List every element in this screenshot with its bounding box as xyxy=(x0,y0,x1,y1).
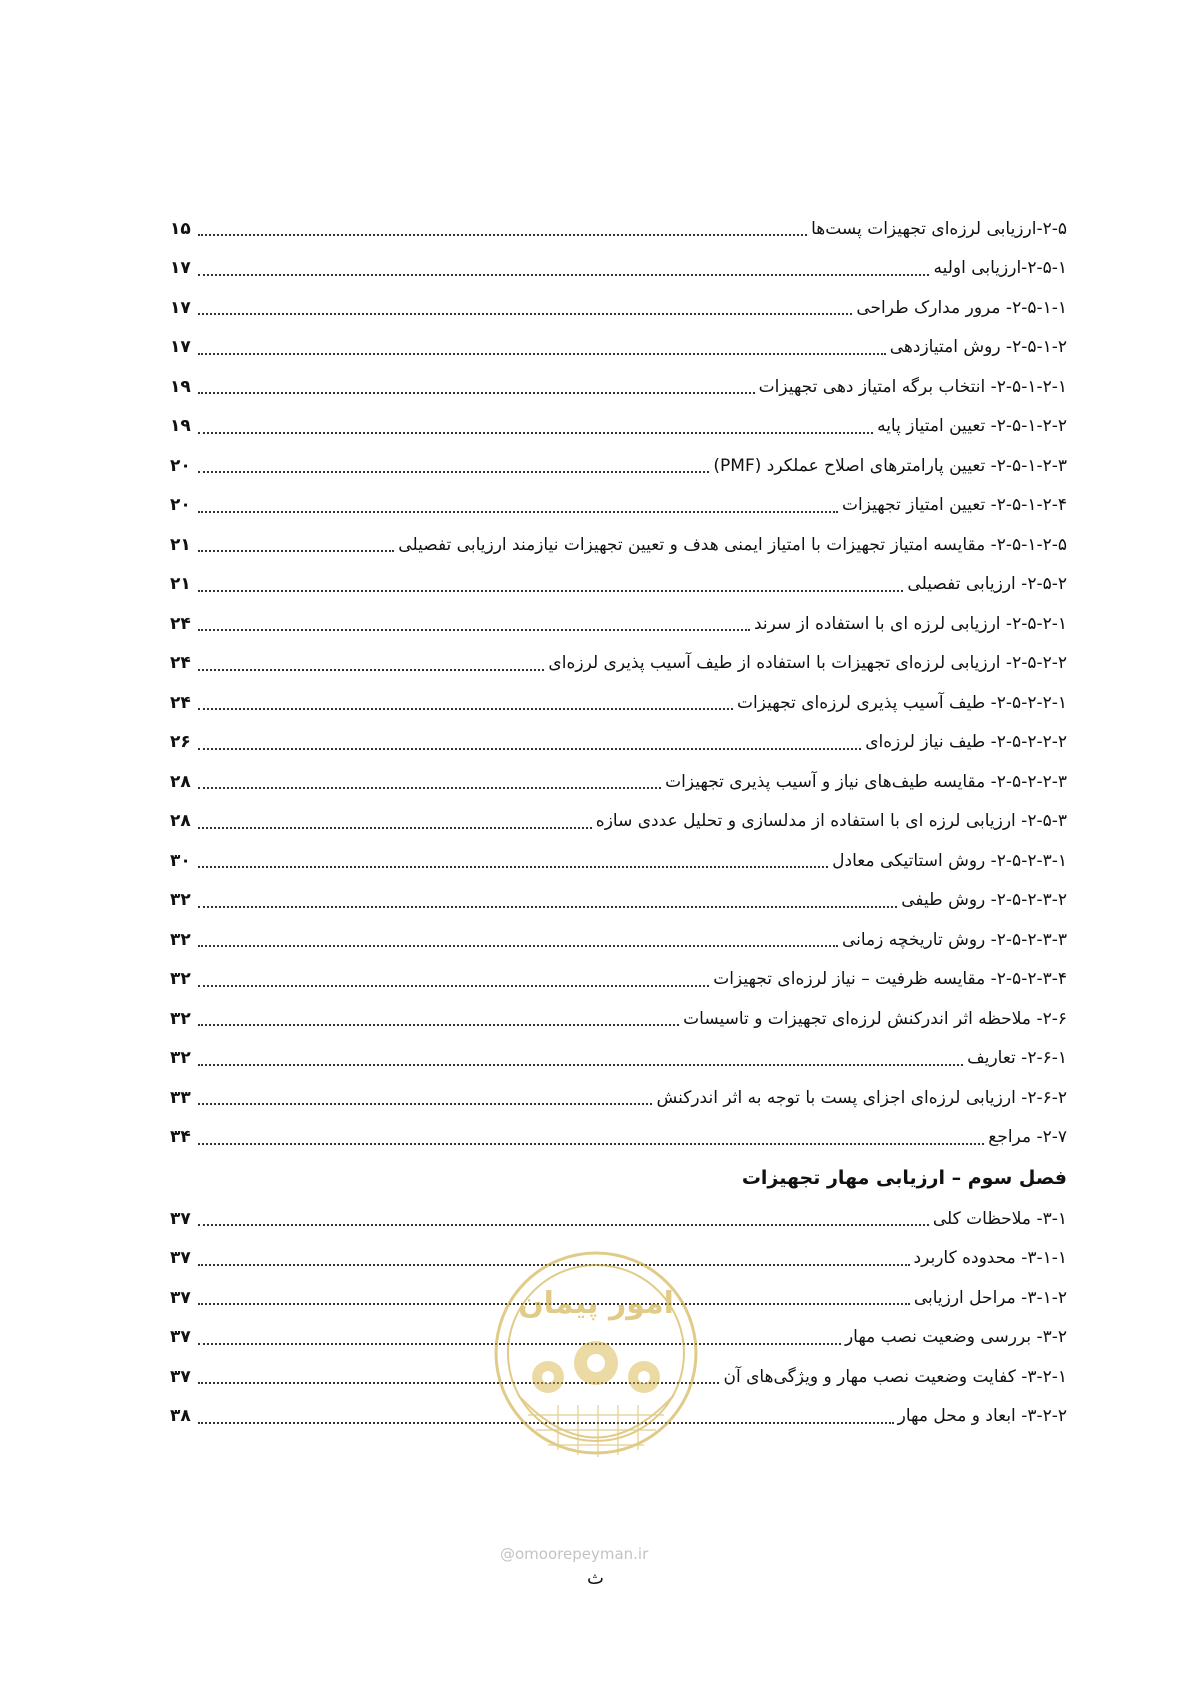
toc-entry-title: ۲-۵-۱-۲-۲- تعیین امتیاز پایه xyxy=(877,416,1067,437)
dot-leader xyxy=(198,589,903,592)
toc-entry-page-number: ۱۹ xyxy=(170,376,191,397)
toc-entry[interactable] xyxy=(170,960,1067,1000)
toc-entry[interactable] xyxy=(170,288,1067,328)
toc-entry-title: ۲-۶-۱- تعاریف xyxy=(967,1048,1067,1069)
toc-entry-page-number: ۳۳ xyxy=(170,1087,191,1108)
toc-entry-page-number: ۳۲ xyxy=(170,929,191,950)
toc-entry-title: ۳-۱-۲- مراحل ارزیابی xyxy=(913,1287,1067,1308)
page-number: ث xyxy=(587,1568,604,1589)
watermark-brand-text: امور پیمان xyxy=(518,1286,674,1321)
toc-entry-page-number: ۳۰ xyxy=(170,850,191,871)
toc-entry-title: ۲-۵-۲-۲-۱- طیف آسیب پذیری لرزه‌ای تجهیزات xyxy=(737,692,1067,713)
dot-leader xyxy=(198,1102,652,1105)
dot-leader xyxy=(198,273,929,276)
toc-entry-page-number: ۳۷ xyxy=(170,1287,191,1308)
toc-entry-title: ۲-۵-۱-۱- مرور مدارک طراحی xyxy=(856,297,1067,318)
toc-entry-page-number: ۳۷ xyxy=(170,1366,191,1387)
toc-entry-title: ۳-۲-۱- کفایت وضعیت نصب مهار و ویژگی‌های آن xyxy=(723,1366,1067,1387)
toc-entry-title: ۲-۵-۲- ارزیابی تفصیلی xyxy=(907,574,1067,595)
toc-entry-title: ۲-۵-۲-۳-۲- روش طیفی xyxy=(901,890,1067,911)
toc-entry[interactable] xyxy=(170,683,1067,723)
toc-entry[interactable] xyxy=(170,841,1067,881)
toc-entry[interactable] xyxy=(170,723,1067,763)
toc-entry-title: ۲-۵-۳- ارزیابی لرزه ای با استفاده از مدلسازی و تحلیل عددی سازه xyxy=(595,811,1067,832)
toc-entry-page-number: ۲۸ xyxy=(170,811,191,832)
toc-entry-title: ۲-۵-۱-۲- روش امتیازدهی xyxy=(889,337,1067,358)
toc-entry[interactable] xyxy=(170,644,1067,684)
toc-entry-title: ۲-۵-۲-۳-۳- روش تاریخچه زمانی xyxy=(841,929,1067,950)
toc-entry-page-number: ۲۰ xyxy=(170,495,191,516)
toc-entry[interactable] xyxy=(170,1039,1067,1079)
toc-entry[interactable] xyxy=(170,367,1067,407)
dot-leader xyxy=(198,1063,963,1066)
dot-leader xyxy=(198,391,755,394)
toc-entry[interactable] xyxy=(170,565,1067,605)
toc-entry[interactable] xyxy=(170,762,1067,802)
toc-entry-title: ۳-۱- ملاحظات کلی xyxy=(932,1208,1067,1229)
toc-entry-page-number: ۲۸ xyxy=(170,771,191,792)
toc-entry-title: ۲-۵-۲-۲-۳- مقایسه طیف‌های نیاز و آسیب پذیری تجهیزات xyxy=(665,771,1067,792)
toc-entry-page-number: ۱۷ xyxy=(170,337,191,358)
toc-entry-page-number: ۱۵ xyxy=(170,218,191,239)
dot-leader xyxy=(198,1023,679,1026)
toc-entry-title: ۲-۵-۱-۲-۳- تعیین پارامترهای اصلاح عملکرد (PMF) xyxy=(713,455,1067,476)
toc-entry-title: ۲-۵-۲-۲-۲- طیف نیاز لرزه‌ای xyxy=(865,732,1067,753)
watermark-logo xyxy=(488,1245,704,1515)
toc-entry[interactable] xyxy=(170,249,1067,289)
toc-entry-page-number: ۳۲ xyxy=(170,1008,191,1029)
toc-entry-title: ۳-۱-۱- محدوده کاربرد xyxy=(913,1248,1067,1269)
toc-entry-page-number: ۱۷ xyxy=(170,258,191,279)
toc-entry-title: ۲-۵-۱-۲-۵- مقایسه امتیاز تجهیزات با امتیاز ایمنی هدف و تعیین تجهیزات نیازمند ارزیابی تفصیلی xyxy=(398,534,1067,555)
dot-leader xyxy=(198,707,733,710)
toc-entry[interactable] xyxy=(170,999,1067,1039)
toc-entry-title: ۲-۷- مراجع xyxy=(988,1127,1067,1148)
toc-entry-page-number: ۳۷ xyxy=(170,1248,191,1269)
dot-leader xyxy=(198,312,852,315)
dot-leader xyxy=(198,944,838,947)
toc-entry-page-number: ۳۲ xyxy=(170,890,191,911)
dot-leader xyxy=(198,549,394,552)
dot-leader xyxy=(198,905,897,908)
toc-entry-page-number: ۱۹ xyxy=(170,416,191,437)
dot-leader xyxy=(198,786,661,789)
dot-leader xyxy=(198,1142,984,1145)
toc-entry[interactable] xyxy=(170,1078,1067,1118)
dot-leader xyxy=(198,431,873,434)
toc-entry-title: ۲-۶- ملاحظه اثر اندرکنش لرزه‌ای تجهیزات و تاسیسات xyxy=(683,1008,1067,1029)
toc-entry-page-number: ۲۱ xyxy=(170,534,191,555)
toc-entry-title: ۳-۲- بررسی وضعیت نصب مهار xyxy=(844,1327,1067,1348)
toc-entry[interactable] xyxy=(170,209,1067,249)
toc-entry-page-number: ۲۴ xyxy=(170,613,191,634)
dot-leader xyxy=(198,865,828,868)
toc-entry[interactable] xyxy=(170,920,1067,960)
toc-entry-title: ۲-۵-۲-۳-۴- مقایسه ظرفیت – نیاز لرزه‌ای تجهیزات xyxy=(713,969,1067,990)
toc-entry-page-number: ۲۱ xyxy=(170,574,191,595)
toc-entry[interactable] xyxy=(170,604,1067,644)
toc-entry-page-number: ۲۶ xyxy=(170,732,191,753)
toc-part-chapter-2 xyxy=(170,209,1067,1157)
toc-entry-title: ۲-۵-۲-۲- ارزیابی لرزه‌ای تجهیزات با استفاده از طیف آسیب پذیری لرزه‌ای xyxy=(548,653,1067,674)
toc-entry-page-number: ۲۴ xyxy=(170,692,191,713)
toc-entry-page-number: ۳۲ xyxy=(170,1048,191,1069)
toc-entry[interactable] xyxy=(170,802,1067,842)
toc-entry[interactable] xyxy=(170,1118,1067,1158)
toc-entry[interactable] xyxy=(170,1199,1067,1239)
toc-entry-title: ۲-۵-۱-۲-۴- تعیین امتیاز تجهیزات xyxy=(842,495,1067,516)
toc-entry-page-number: ۳۸ xyxy=(170,1406,191,1427)
toc-entry[interactable] xyxy=(170,881,1067,921)
toc-entry-title: ۲-۶-۲- ارزیابی لرزه‌ای اجزای پست با توجه به اثر اندرکنش xyxy=(656,1087,1067,1108)
toc-entry[interactable] xyxy=(170,446,1067,486)
at-icon: @ xyxy=(500,1545,515,1563)
toc-entry-page-number: ۳۲ xyxy=(170,969,191,990)
toc-entry-page-number: ۳۷ xyxy=(170,1208,191,1229)
toc-entry[interactable] xyxy=(170,328,1067,368)
dot-leader xyxy=(198,470,709,473)
toc-entry-page-number: ۲۰ xyxy=(170,455,191,476)
toc-entry-title: ۲-۵-ارزیابی لرزه‌ای تجهیزات پست‌ها xyxy=(811,218,1067,239)
dot-leader xyxy=(198,233,807,236)
toc-entry-title: ۲-۵-۱-ارزیابی اولیه xyxy=(933,258,1067,279)
chapter-3-heading: فصل سوم – ارزیابی مهار تجهیزات xyxy=(741,1167,1067,1189)
dot-leader xyxy=(198,1223,929,1226)
dot-leader xyxy=(198,826,592,829)
toc-entry[interactable] xyxy=(170,486,1067,526)
toc-entry-page-number: ۲۴ xyxy=(170,653,191,674)
toc-entry-page-number: ۳۴ xyxy=(170,1127,191,1148)
dot-leader xyxy=(198,628,750,631)
toc-entry-page-number: ۱۷ xyxy=(170,297,191,318)
toc-entry[interactable] xyxy=(170,407,1067,447)
dot-leader xyxy=(198,352,886,355)
toc-entry-title: ۲-۵-۲-۱- ارزیابی لرزه ای با استفاده از سرند xyxy=(753,613,1067,634)
toc-entry-title: ۳-۲-۲- ابعاد و محل مهار xyxy=(897,1406,1067,1427)
watermark-url: @omoorepeyman.ir xyxy=(500,1545,649,1563)
toc-entry-title: ۲-۵-۱-۲-۱- انتخاب برگه امتیاز دهی تجهیزات xyxy=(758,376,1067,397)
toc-entry[interactable] xyxy=(170,525,1067,565)
toc-entry-page-number: ۳۷ xyxy=(170,1327,191,1348)
dot-leader xyxy=(198,510,838,513)
dot-leader xyxy=(198,984,709,987)
dot-leader xyxy=(198,668,544,671)
dot-leader xyxy=(198,747,861,750)
toc-entry-title: ۲-۵-۲-۳-۱- روش استاتیکی معادل xyxy=(832,850,1067,871)
